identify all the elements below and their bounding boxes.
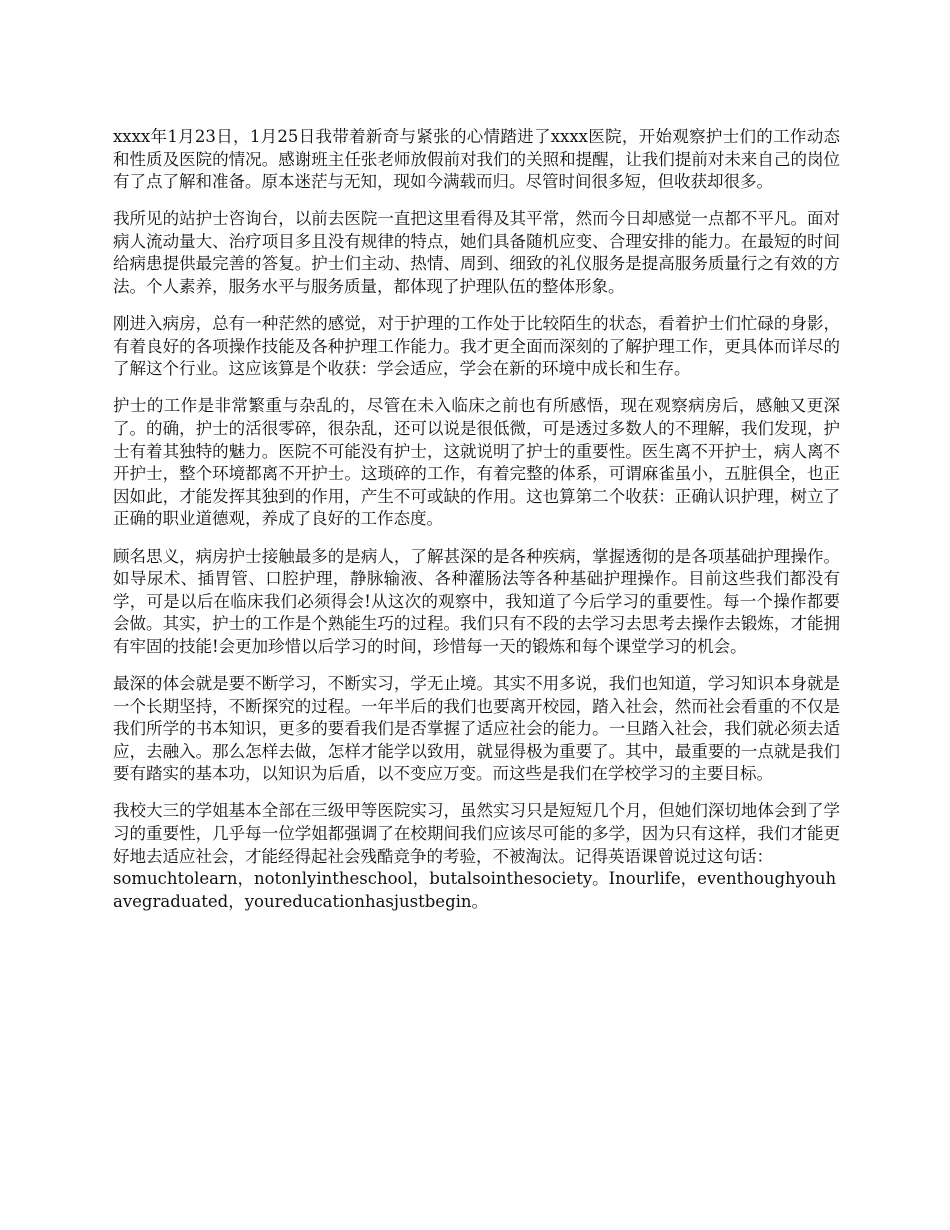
- document-body: [113, 126, 840, 913]
- paragraph-6: 最深的体会就是要不断学习，不断实习，学无止境。其实不用多说，我们也知道，学习知识本身就是一个长期坚持，不断探究的过程。一年半后的我们也要离开校园，踏入社会，然而社会看重的不仅是我们所学的书本知识，更多的要看我们是否掌握了适应社会的能力。一旦踏入社会，我们就必须去适应，去融入。那么怎样去做，怎样才能学以致用，就显得极为重要了。其中，最重要的一点就是我们要有踏实的基本功，以知识为后盾，以不变应万变。而这些是我们在学校学习的主要目标。: [113, 673, 840, 784]
- paragraph-4: 护士的工作是非常繁重与杂乱的，尽管在未入临床之前也有所感悟，现在观察病房后，感触又更深了。的确，护士的活很零碎，很杂乱，还可以说是很低微，可是透过多数人的不理解，我们发现，护士有着其独特的魅力。医院不可能没有护士，这就说明了护士的重要性。医生离不开护士，病人离不开护士，整个环境都离不开护士。这琐碎的工作，有着完整的体系，可谓麻雀虽小，五脏俱全，也正因如此，才能发挥其独到的作用，产生不可或缺的作用。这也算第二个收获：正确认识护理，树立了正确的职业道德观，养成了良好的工作态度。: [113, 396, 840, 529]
- paragraph-7: 我校大三的学姐基本全部在三级甲等医院实习，虽然实习只是短短几个月，但她们深切地体会到了学习的重要性，几乎每一位学姐都强调了在校期间我们应该尽可能的多学，因为只有这样，我们才能更好地去适应社会，才能经得起社会残酷竞争的考验，不被淘汰。记得英语课曾说过这句话：: [113, 801, 840, 866]
- paragraph-5: 顾名思义，病房护士接触最多的是病人，了解甚深的是各种疾病，掌握透彻的是各项基础护理操作。如导尿术、插胃管、口腔护理，静脉输液、各种灌肠法等各种基础护理操作。目前这些我们都没有学，可是以后在临床我们必须得会!从这次的观察中，我知道了今后学习的重要性。每一个操作都要会做。其实，护士的工作是个熟能生巧的过程。我们只有不段的去学习去思考去操作去锻炼，才能拥有牢固的技能!会更加珍惜以后学习的时间，珍惜每一天的锻炼和每个课堂学习的机会。: [113, 546, 840, 656]
- paragraph-1: xxxx年1月23日，1月25日我带着新奇与紧张的心情踏进了xxxx医院，开始观察护士们的工作动态和性质及医院的情况。感谢班主任张老师放假前对我们的关照和提醒，让我们提前对未来自己的岗位有了点了解和准备。原本迷茫与无知，现如今满载而归。尽管时间很多短，但收获却很多。: [113, 127, 840, 192]
- paragraph-2: 我所见的站护士咨询台，以前去医院一直把这里看得及其平常，然而今日却感觉一点都不平凡。面对病人流动量大、治疗项目多且没有规律的特点，她们具备随机应变、合理安排的能力。在最短的时间给病患提供最完善的答复。护士们主动、热情、周到、细致的礼仪服务是提高服务质量行之有效的方法。个人素养，服务水平与服务质量，都体现了护理队伍的整体形象。: [113, 209, 840, 297]
- paragraph-3: 刚进入病房，总有一种茫然的感觉，对于护理的工作处于比较陌生的状态，看着护士们忙碌的身影，有着良好的各项操作技能及各种护理工作能力。我才更全面而深刻的了解护理工作，更具体而详尽的了解这个行业。这应该算是个收获：学会适应，学会在新的环境中成长和生存。: [113, 314, 840, 379]
- english-quote: somuchtolearn，notonlyintheschool，butalsointhesociety。Inourlife，eventhoughyouhavegraduated，youreducationhasjustbegin。: [113, 869, 837, 911]
